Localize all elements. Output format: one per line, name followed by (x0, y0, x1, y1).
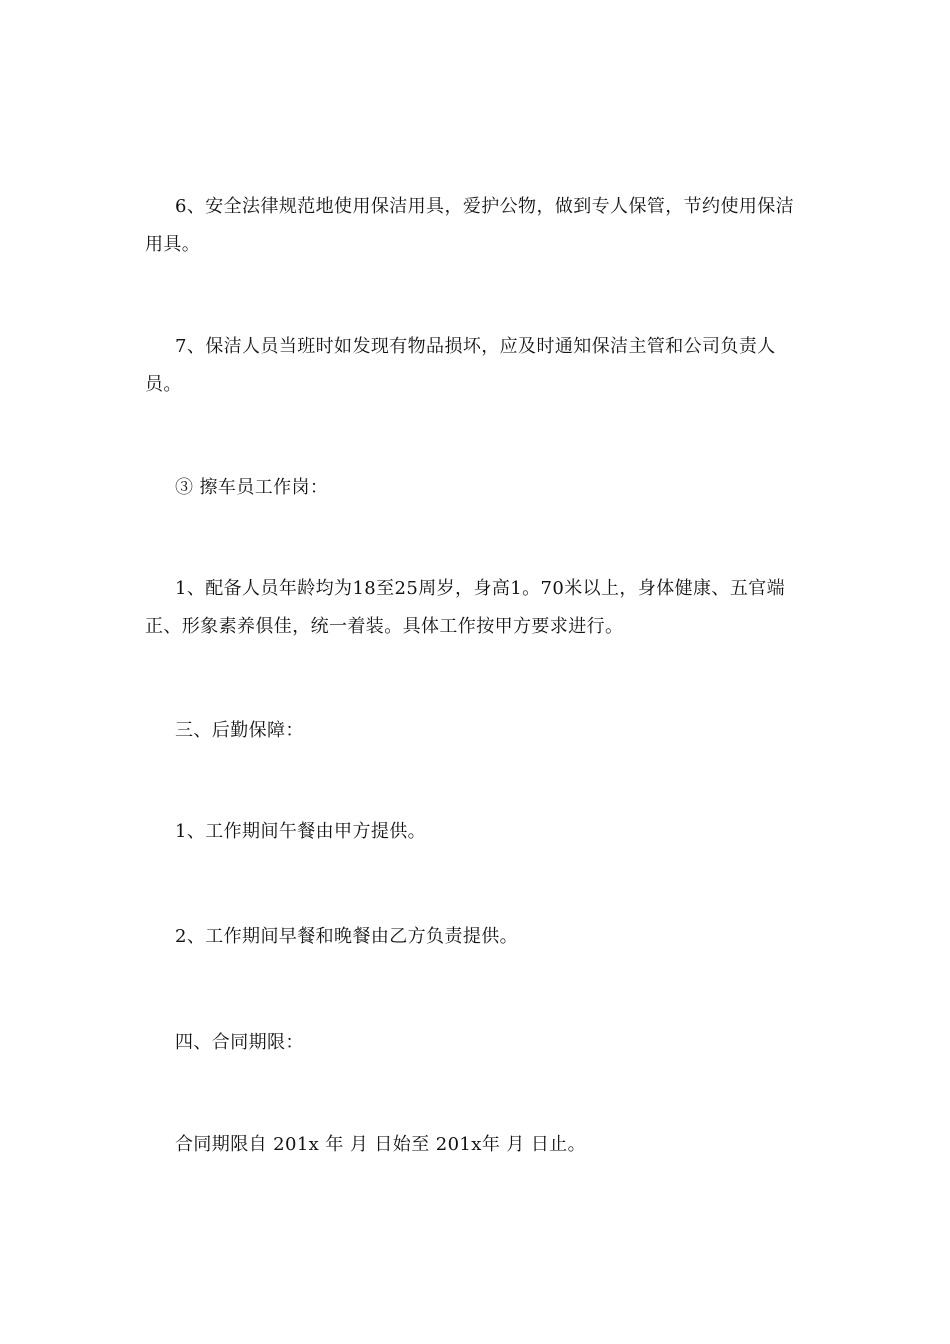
section-heading-car-wash-post: ③ 擦车员工作岗： (175, 477, 329, 498)
section-heading-contract-term: 四、合同期限： (175, 1032, 304, 1053)
section-heading-logistics: 三、后勤保障： (175, 720, 304, 741)
paragraph-cleaning-tools: 6、安全法律规范地使用保洁用具，爱护公物，做到专人保管，节约使用保洁用具。 (145, 196, 795, 255)
paragraph-breakfast-dinner: 2、工作期间早餐和晚餐由乙方负责提供。 (175, 926, 519, 947)
paragraph-contract-period: 合同期限自 201x 年 月 日始至 201x年 月 日止。 (175, 1134, 587, 1155)
paragraph-damage-report: 7、保洁人员当班时如发现有物品损坏，应及时通知保洁主管和公司负责人员。 (145, 336, 776, 395)
paragraph-lunch: 1、工作期间午餐由甲方提供。 (175, 821, 427, 842)
paragraph-staff-requirements: 1、配备人员年龄均为18至25周岁，身高1。70米以上，身体健康、五官端正、形象素养俱佳，统一着装。具体工作按甲方要求进行。 (145, 578, 786, 637)
